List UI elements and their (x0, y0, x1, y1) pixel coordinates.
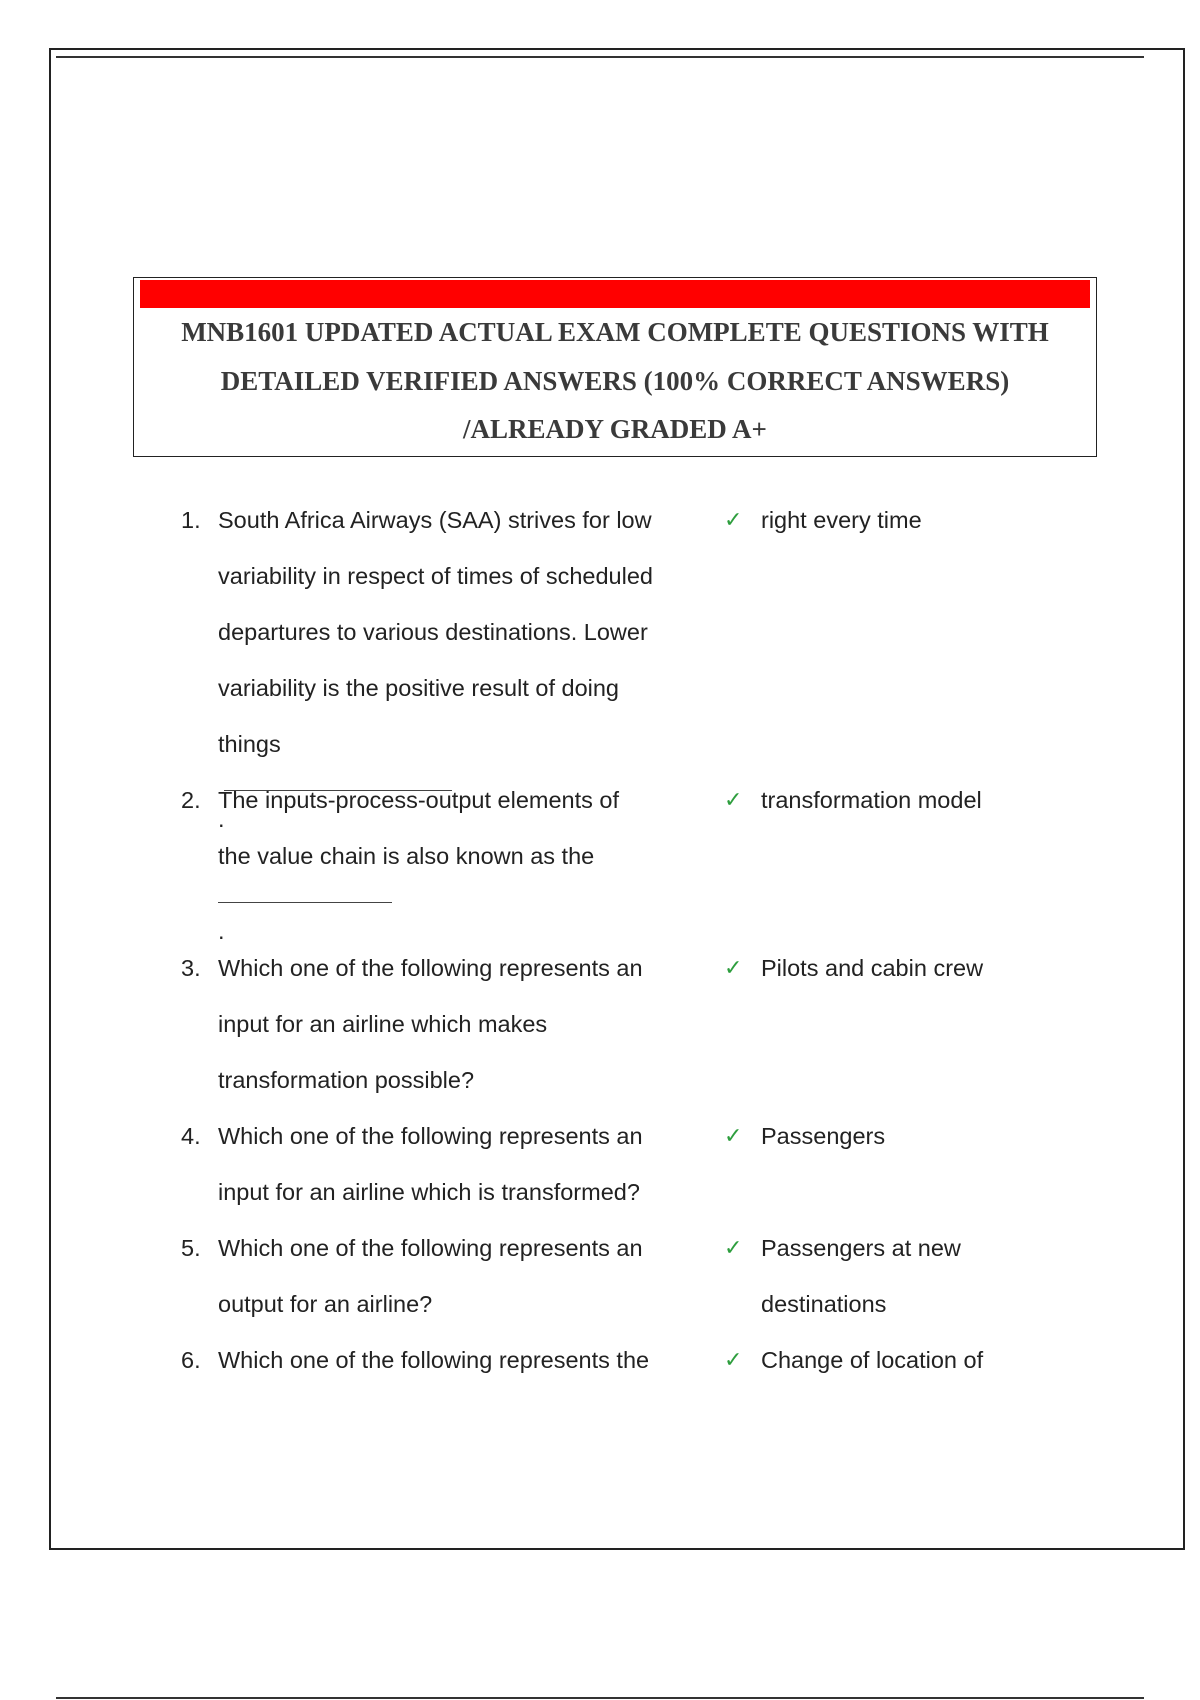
question-line: the value chain is also known as the (218, 843, 595, 869)
qa-item-2 (0, 772, 1200, 944)
answer-line: Passengers (761, 1123, 886, 1149)
checkmark-icon: ✓ (724, 507, 743, 532)
question-line: variability is the positive result of doing (218, 675, 620, 701)
question-line: departures to various destinations. Lower (218, 619, 648, 645)
question-line: Which one of the following represents an (218, 1123, 643, 1149)
answer-text (761, 492, 1091, 548)
qa-item-6 (0, 1332, 1200, 1388)
answer-line: Passengers at new (761, 1235, 961, 1261)
question-text (218, 1108, 688, 1220)
question-line: transformation possible? (218, 1067, 475, 1093)
answer-line: transformation model (761, 787, 982, 813)
answer-line: destinations (761, 1291, 887, 1317)
question-text (218, 1332, 688, 1388)
qa-item-5 (0, 1220, 1200, 1332)
qa-item-3 (0, 940, 1200, 1108)
qa-item-4 (0, 1108, 1200, 1220)
top-rule (56, 56, 1144, 58)
question-line: South Africa Airways (SAA) strives for low (218, 507, 652, 533)
question-line-suffix: . (218, 918, 225, 944)
question-line: input for an airline which makes (218, 1011, 548, 1037)
bottom-rule (56, 1697, 1144, 1699)
question-line: Which one of the following represents an (218, 1235, 643, 1261)
question-number: 5. (181, 1235, 201, 1261)
answer-line: Pilots and cabin crew (761, 955, 984, 981)
question-text (218, 1220, 688, 1332)
answer-text (761, 940, 1091, 996)
checkmark-icon: ✓ (724, 1235, 743, 1260)
answer-line: right every time (761, 507, 922, 533)
question-text (218, 940, 688, 1108)
question-number: 3. (181, 955, 201, 981)
checkmark-icon: ✓ (724, 787, 743, 812)
question-line: input for an airline which is transformed? (218, 1179, 640, 1205)
answer-blank (218, 884, 392, 903)
question-number: 2. (181, 787, 201, 813)
question-number: 4. (181, 1123, 201, 1149)
title-line-2: DETAILED VERIFIED ANSWERS (100% CORRECT ANSWERS) (220, 365, 1010, 396)
checkmark-icon: ✓ (724, 955, 743, 980)
question-text (218, 772, 688, 959)
answer-text (761, 1220, 1091, 1332)
title-line-1: MNB1601 UPDATED ACTUAL EXAM COMPLETE QUESTIONS WITH (181, 317, 1049, 347)
answer-text (761, 1108, 1091, 1164)
answer-text (761, 772, 1091, 828)
question-line: variability in respect of times of scheduled (218, 563, 653, 589)
title-box (133, 277, 1097, 457)
question-line: Which one of the following represents the (218, 1347, 650, 1373)
question-answer-list (0, 492, 1200, 1388)
question-line: Which one of the following represents an (218, 955, 643, 981)
question-line: The inputs-process-output elements of (218, 787, 620, 813)
title-red-bar (140, 280, 1090, 308)
question-number: 1. (181, 507, 201, 533)
question-line: output for an airline? (218, 1291, 433, 1317)
answer-text (761, 1332, 1091, 1388)
title-line-3: /ALREADY GRADED A+ (463, 414, 767, 444)
checkmark-icon: ✓ (724, 1123, 743, 1148)
document-title (144, 308, 1086, 454)
question-line-suffix: . (218, 806, 225, 832)
question-line-prefix: things (218, 731, 281, 757)
answer-line: Change of location of (761, 1347, 984, 1373)
checkmark-icon: ✓ (724, 1347, 743, 1372)
question-number: 6. (181, 1347, 201, 1373)
